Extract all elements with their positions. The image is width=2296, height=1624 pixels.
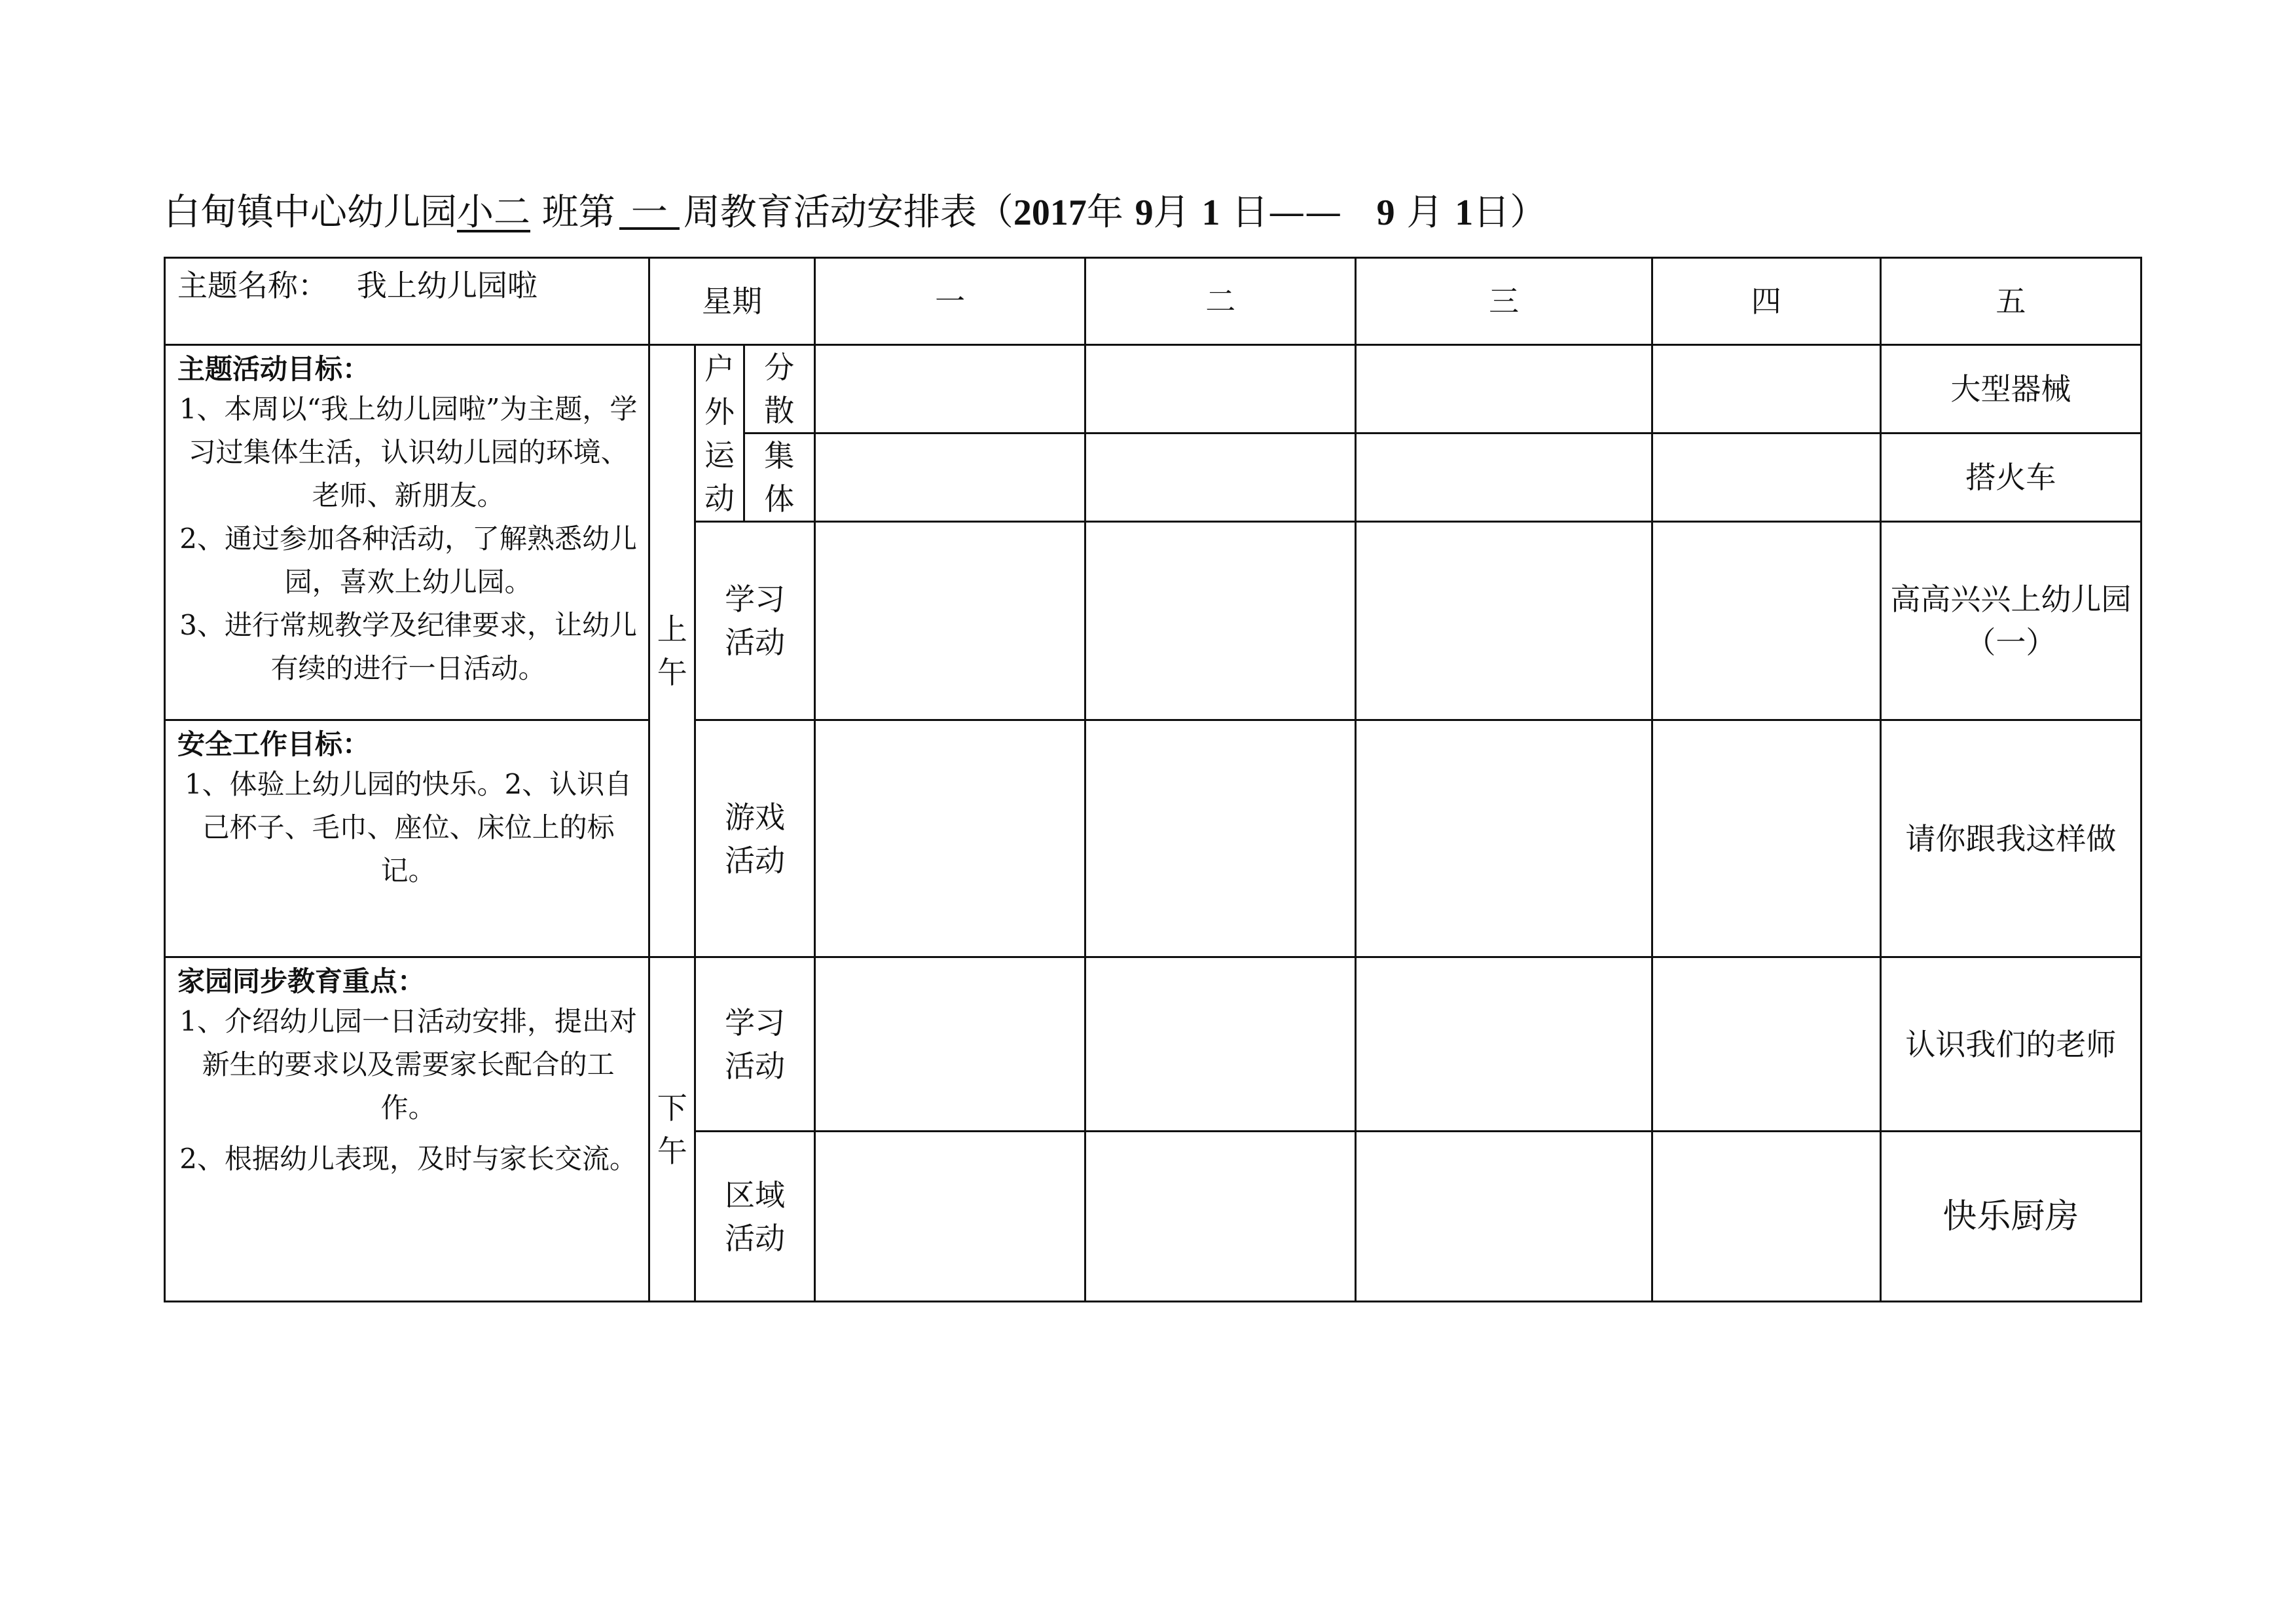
cell-study-am-day2	[1085, 522, 1356, 720]
cell-group-day4	[1652, 434, 1880, 522]
game-label-line-1: 游戏	[725, 799, 786, 835]
home-item-2: 2、根据幼儿表现，及时与家长交流。	[179, 1143, 637, 1175]
cell-area-day1	[814, 1132, 1085, 1302]
title-school: 白甸镇中心幼儿园	[164, 191, 457, 234]
morning-label-char-1: 上	[657, 612, 687, 647]
theme-value: 我上幼儿园啦	[356, 268, 538, 303]
cell-study-pm-day4	[1652, 957, 1880, 1132]
cell-scattered-day3	[1356, 345, 1652, 434]
title-end-day-unit: 日）	[1473, 191, 1547, 234]
weekday-header: 星期	[649, 258, 815, 345]
day-header-4: 四	[1652, 258, 1880, 345]
afternoon-label-char-1: 下	[657, 1090, 687, 1126]
outdoor-char-1: 户	[704, 350, 735, 386]
outdoor-char-4: 动	[704, 480, 735, 516]
title-start-month-unit: 月	[1153, 191, 1202, 234]
afternoon-label-char-2: 午	[657, 1133, 687, 1169]
cell-study-am-day5	[1880, 522, 2141, 720]
theme-goals-block	[165, 345, 649, 720]
page-title	[164, 187, 2132, 239]
home-item-1: 1、介绍幼儿园一日活动安排，提出对新生的要求以及需要家长配合的工作。	[179, 1005, 637, 1124]
morning-label-char-2: 午	[657, 655, 687, 690]
cell-study-pm-day5: 认识我们的老师	[1880, 957, 2141, 1132]
goals-heading: 主题活动目标：	[177, 353, 371, 385]
cell-scattered-day2	[1085, 345, 1356, 434]
cell-group-day2	[1085, 434, 1356, 522]
scattered-label	[744, 345, 814, 434]
day-header-1: 一	[814, 258, 1085, 345]
cell-scattered-day5: 大型器械	[1880, 345, 2141, 434]
cell-study-pm-day1	[814, 957, 1085, 1132]
cell-group-day3	[1356, 434, 1652, 522]
cell-study-pm-day2	[1085, 957, 1356, 1132]
group-char-1: 集	[764, 438, 795, 473]
cell-scattered-day4	[1652, 345, 1880, 434]
safety-heading: 安全工作目标：	[177, 728, 371, 760]
afternoon-study-label-line-1: 学习	[725, 1005, 786, 1041]
safety-goals-block	[165, 720, 649, 957]
afternoon-study-label	[695, 957, 815, 1132]
day-header-2: 二	[1085, 258, 1356, 345]
title-end-month-unit: 月	[1394, 191, 1444, 234]
cell-scattered-day1	[814, 345, 1085, 434]
title-start-day: 1	[1201, 193, 1220, 233]
title-year: 2017	[1013, 193, 1087, 233]
scattered-char-1: 分	[764, 350, 795, 385]
title-end-month: 9	[1376, 193, 1395, 233]
title-start-month: 9	[1135, 193, 1154, 233]
cell-game-day1	[814, 720, 1085, 957]
study-am-day5-line-1: 高高兴兴上幼儿园	[1890, 581, 2132, 617]
cell-area-day4	[1652, 1132, 1880, 1302]
cell-study-am-day1	[814, 522, 1085, 720]
day-header-3: 三	[1356, 258, 1652, 345]
cell-game-day5: 请你跟我这样做	[1880, 720, 2141, 957]
title-week-number: 一	[619, 187, 680, 230]
outdoor-char-3: 运	[704, 437, 735, 473]
morning-label	[649, 345, 695, 957]
theme-label: 主题名称：	[177, 268, 328, 303]
safety-text: 1、体验上幼儿园的快乐。2、认识自己杯子、毛巾、座位、床位上的标记。	[184, 768, 632, 887]
cell-study-am-day3	[1356, 522, 1652, 720]
title-year-unit: 年	[1086, 191, 1135, 234]
title-end-day: 1	[1455, 193, 1474, 233]
cell-study-pm-day3	[1356, 957, 1652, 1132]
group-label	[744, 434, 814, 522]
cell-group-day1	[814, 434, 1085, 522]
header-row	[165, 258, 2141, 345]
goal-item-3: 3、进行常规教学及纪律要求，让幼儿有续的进行一日活动。	[179, 609, 637, 684]
title-subject: 周教育活动安排表（	[683, 191, 1013, 234]
area-label-line-1: 区域	[725, 1177, 786, 1213]
outdoor-label	[695, 345, 744, 522]
theme-cell	[165, 258, 649, 345]
schedule-table	[164, 257, 2142, 1302]
study-am-day5-line-2: （一）	[1965, 625, 2056, 660]
afternoon-label	[649, 957, 695, 1302]
cell-study-am-day4	[1652, 522, 1880, 720]
group-char-2: 体	[764, 481, 795, 517]
cell-group-day5: 搭火车	[1880, 434, 2141, 522]
cell-area-day2	[1085, 1132, 1356, 1302]
title-class: 小二	[457, 191, 530, 234]
game-label	[695, 720, 815, 957]
day-header-5: 五	[1880, 258, 2141, 345]
game-label-line-2: 活动	[725, 842, 786, 878]
home-heading: 家园同步教育重点：	[177, 965, 426, 997]
cell-area-day5: 快乐厨房	[1880, 1132, 2141, 1302]
title-class-suffix: 班第	[530, 191, 615, 234]
cell-game-day3	[1356, 720, 1652, 957]
area-label	[695, 1132, 815, 1302]
title-start-day-unit: 日——	[1220, 191, 1342, 234]
afternoon-study-label-line-2: 活动	[725, 1048, 786, 1084]
home-school-block	[165, 957, 649, 1302]
row-outdoor-scattered	[165, 345, 2141, 434]
row-afternoon-study	[165, 957, 2141, 1132]
scattered-char-2: 散	[764, 393, 795, 428]
area-label-line-2: 活动	[725, 1220, 786, 1256]
morning-study-label-line-2: 活动	[725, 625, 786, 660]
cell-game-day2	[1085, 720, 1356, 957]
cell-area-day3	[1356, 1132, 1652, 1302]
goal-item-1: 1、本周以“我上幼儿园啦”为主题，学习过集体生活，认识幼儿园的环境、老师、新朋友。	[179, 393, 638, 511]
morning-study-label-line-1: 学习	[725, 581, 786, 617]
goal-item-2: 2、通过参加各种活动，了解熟悉幼儿园，喜欢上幼儿园。	[179, 523, 637, 598]
cell-game-day4	[1652, 720, 1880, 957]
outdoor-char-2: 外	[704, 394, 735, 430]
morning-study-label	[695, 522, 815, 720]
row-game	[165, 720, 2141, 957]
